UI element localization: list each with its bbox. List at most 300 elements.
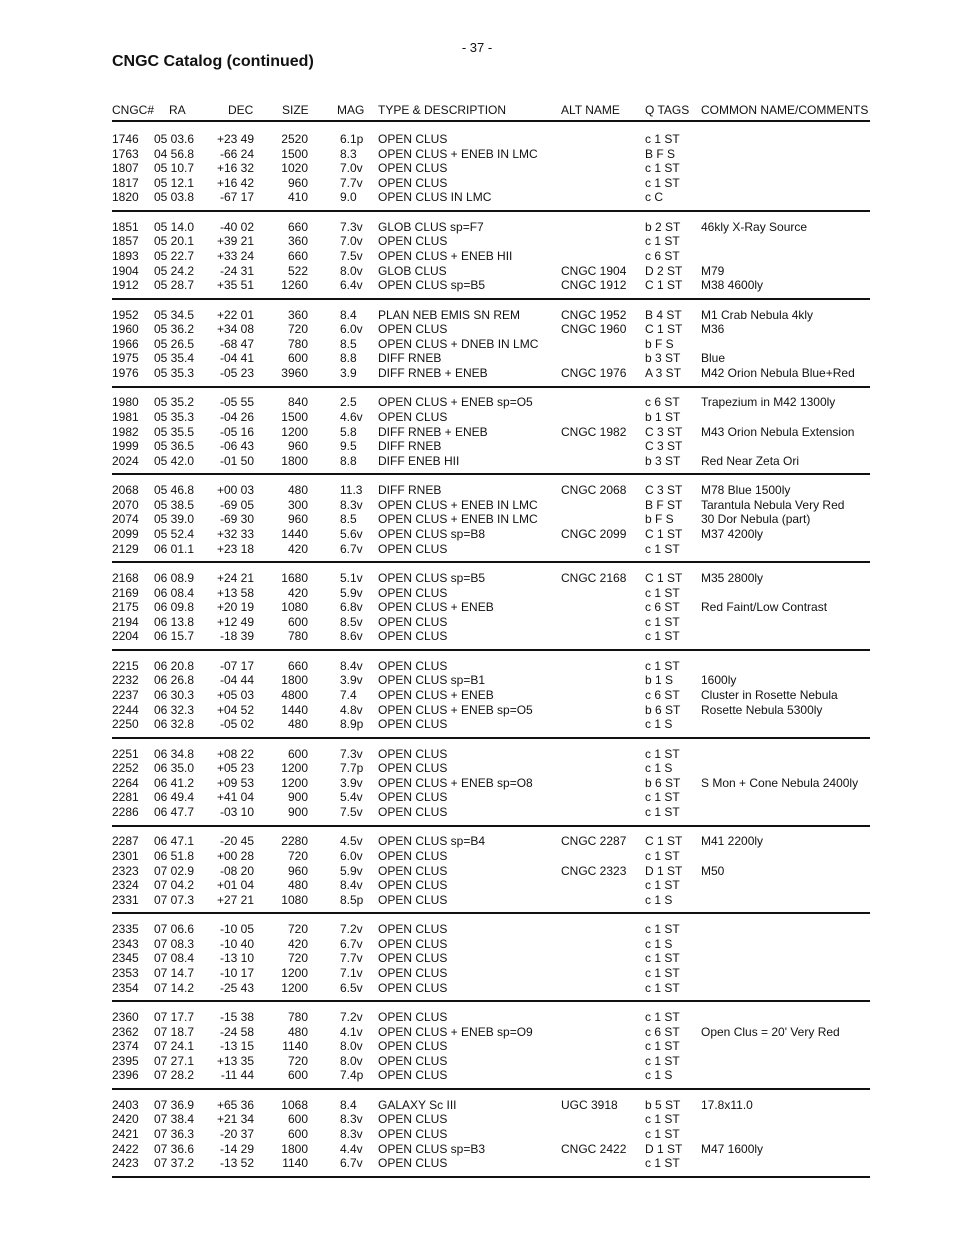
cell-type-description: DIFF RNEB — [378, 483, 442, 498]
cell-type-description: OPEN CLUS + ENEB sp=O5 — [378, 702, 533, 717]
table-row — [0, 176, 954, 191]
cell-dec: +01 04 — [216, 878, 254, 893]
cell-ra: 06 47.1 — [154, 834, 195, 849]
cell-mag: 11.3 — [340, 483, 363, 498]
cell-dec: -08 20 — [219, 863, 254, 878]
cell-dec: -06 43 — [219, 439, 254, 454]
cell-ra: 07 27.1 — [154, 1053, 195, 1068]
table-row — [0, 703, 954, 718]
cell-ra: 05 12.1 — [154, 175, 195, 190]
cell-size: 780 — [287, 629, 308, 644]
catalog-group — [0, 659, 954, 747]
table-row — [0, 278, 954, 293]
cell-q-tags: c 1 ST — [645, 878, 680, 893]
cell-type-description: OPEN CLUS + ENEB sp=O8 — [378, 775, 533, 790]
cell-alt-name: CNGC 1960 — [561, 322, 627, 337]
cell-dec: +13 58 — [216, 585, 254, 600]
group-divider — [112, 737, 870, 739]
group-divider — [112, 1088, 870, 1090]
cell-size: 480 — [287, 1024, 308, 1039]
cell-mag: 9.5 — [340, 439, 357, 454]
cell-size: 1500 — [281, 146, 308, 161]
cell-size: 960 — [287, 863, 308, 878]
cell-size: 1200 — [281, 424, 308, 439]
cell-ra: 05 03.6 — [154, 132, 195, 146]
cell-alt-name: CNGC 1912 — [561, 278, 627, 293]
cell-size: 900 — [287, 804, 308, 819]
cell-ra: 06 47.7 — [154, 804, 195, 819]
cell-mag: 3.9 — [340, 365, 357, 380]
cell-type-description: OPEN CLUS sp=B5 — [378, 571, 486, 585]
cell-ra: 06 32.3 — [154, 702, 195, 717]
cell-q-tags: c 1 S — [645, 1068, 673, 1083]
cell-ra: 05 22.7 — [154, 248, 195, 263]
cell-cngc-number: 2324 — [112, 878, 139, 893]
cell-mag: 5.6v — [340, 526, 363, 541]
cell-cngc-number: 1982 — [112, 424, 139, 439]
cell-q-tags: b 6 ST — [645, 702, 681, 717]
cell-mag: 4.5v — [340, 834, 363, 849]
cell-common-name: M47 1600ly — [701, 1141, 764, 1156]
cell-type-description: OPEN CLUS + ENEB IN LMC — [378, 146, 538, 161]
cell-type-description: OPEN CLUS — [378, 175, 448, 190]
table-row — [0, 937, 954, 952]
table-row — [0, 849, 954, 864]
cell-dec: +39 21 — [216, 234, 254, 249]
cell-size: 1200 — [281, 965, 308, 980]
table-row — [0, 688, 954, 703]
cell-size: 1440 — [281, 702, 308, 717]
cell-cngc-number: 2281 — [112, 790, 139, 805]
table-row — [0, 864, 954, 879]
cell-q-tags: c 1 ST — [645, 980, 680, 995]
cell-size: 2280 — [281, 834, 308, 849]
cell-mag: 8.8 — [340, 351, 357, 366]
cell-type-description: OPEN CLUS — [378, 1053, 448, 1068]
cell-ra: 06 49.4 — [154, 790, 195, 805]
cell-q-tags: C 3 ST — [645, 424, 683, 439]
cell-size: 1500 — [281, 409, 308, 424]
cell-alt-name: UGC 3918 — [561, 1097, 618, 1112]
cell-type-description: OPEN CLUS + ENEB sp=O9 — [378, 1024, 533, 1039]
cell-dec: -01 50 — [219, 453, 254, 468]
table-row — [0, 1010, 954, 1025]
cell-type-description: OPEN CLUS — [378, 614, 448, 629]
cell-cngc-number: 2422 — [112, 1141, 139, 1156]
header-divider — [112, 120, 870, 122]
cell-type-description: OPEN CLUS — [378, 234, 448, 249]
cell-mag: 4.6v — [340, 409, 363, 424]
cell-dec: -67 17 — [219, 190, 254, 205]
table-row — [0, 308, 954, 323]
cell-size: 900 — [287, 790, 308, 805]
cell-cngc-number: 2323 — [112, 863, 139, 878]
cell-q-tags: c 1 ST — [645, 965, 680, 980]
cell-dec: -24 58 — [219, 1024, 254, 1039]
cell-type-description: OPEN CLUS — [378, 1156, 448, 1171]
catalog-group — [0, 220, 954, 308]
cell-cngc-number: 2360 — [112, 1010, 139, 1024]
cell-q-tags: b 2 ST — [645, 219, 681, 234]
cell-ra: 07 14.2 — [154, 980, 195, 995]
cell-cngc-number: 1975 — [112, 351, 139, 366]
cell-dec: +16 32 — [216, 161, 254, 176]
cell-dec: +41 04 — [216, 790, 254, 805]
cell-dec: +33 24 — [216, 248, 254, 263]
cell-type-description: OPEN CLUS — [378, 965, 448, 980]
column-header-mag: MAG — [337, 103, 365, 117]
cell-type-description: OPEN CLUS — [378, 658, 448, 673]
cell-cngc-number: 2421 — [112, 1126, 139, 1141]
cell-dec: -04 41 — [219, 351, 254, 366]
column-header-q-tags: Q TAGS — [645, 103, 690, 117]
cell-type-description: GLOB CLUS — [378, 263, 447, 278]
column-header-type: TYPE & DESCRIPTION — [378, 103, 507, 117]
cell-common-name: Cluster in Rosette Nebula — [701, 687, 838, 702]
cell-size: 780 — [287, 336, 308, 351]
cell-dec: +12 49 — [216, 614, 254, 629]
catalog-group — [0, 1098, 954, 1186]
cell-dec: +20 19 — [216, 600, 254, 615]
cell-q-tags: b F S — [645, 336, 674, 351]
table-row — [0, 600, 954, 615]
cell-alt-name: CNGC 2323 — [561, 863, 627, 878]
cell-size: 960 — [287, 512, 308, 527]
cell-dec: +05 23 — [216, 761, 254, 776]
cell-q-tags: c 1 ST — [645, 790, 680, 805]
cell-dec: +32 33 — [216, 526, 254, 541]
cell-mag: 5.4v — [340, 790, 363, 805]
cell-size: 720 — [287, 951, 308, 966]
cell-mag: 7.5v — [340, 248, 363, 263]
cell-dec: -10 40 — [219, 936, 254, 951]
cell-ra: 07 24.1 — [154, 1039, 195, 1054]
group-divider — [112, 473, 870, 475]
cell-type-description: OPEN CLUS + ENEB — [378, 600, 494, 615]
cell-size: 600 — [287, 614, 308, 629]
cell-alt-name: CNGC 2068 — [561, 483, 627, 498]
cell-size: 660 — [287, 219, 308, 234]
cell-ra: 07 02.9 — [154, 863, 195, 878]
cell-dec: -05 02 — [219, 717, 254, 732]
cell-dec: -25 43 — [219, 980, 254, 995]
cell-ra: 05 20.1 — [154, 234, 195, 249]
table-row — [0, 1098, 954, 1113]
cell-size: 480 — [287, 878, 308, 893]
cell-size: 1800 — [281, 1141, 308, 1156]
cell-ra: 05 46.8 — [154, 483, 195, 498]
table-header — [0, 103, 954, 119]
cell-type-description: PLAN NEB EMIS SN REM — [378, 307, 521, 322]
cell-dec: -10 05 — [219, 922, 254, 937]
cell-ra: 05 34.5 — [154, 307, 195, 322]
cell-dec: +23 49 — [216, 132, 254, 146]
cell-type-description: GALAXY Sc III — [378, 1097, 457, 1112]
cell-ra: 06 35.0 — [154, 761, 195, 776]
cell-q-tags: c 1 ST — [645, 746, 680, 761]
cell-q-tags: c 1 ST — [645, 1053, 680, 1068]
cell-cngc-number: 2287 — [112, 834, 139, 849]
cell-type-description: DIFF RNEB + ENEB — [378, 365, 488, 380]
cell-common-name: M43 Orion Nebula Extension — [701, 424, 855, 439]
cell-type-description: OPEN CLUS — [378, 132, 448, 146]
cell-size: 720 — [287, 322, 308, 337]
cell-mag: 6.5v — [340, 980, 363, 995]
cell-mag: 8.6v — [340, 629, 363, 644]
table-row — [0, 410, 954, 425]
cell-size: 660 — [287, 248, 308, 263]
cell-type-description: DIFF RNEB — [378, 351, 442, 366]
group-divider — [112, 1000, 870, 1002]
cell-cngc-number: 2129 — [112, 541, 139, 556]
cell-cngc-number: 1851 — [112, 219, 139, 234]
table-row — [0, 264, 954, 279]
cell-cngc-number: 1807 — [112, 161, 139, 176]
cell-size: 660 — [287, 658, 308, 673]
cell-mag: 7.7p — [340, 761, 364, 776]
cell-common-name: Red Near Zeta Ori — [701, 453, 800, 468]
cell-q-tags: c C — [645, 190, 663, 205]
cell-dec: +23 18 — [216, 541, 254, 556]
cell-size: 600 — [287, 351, 308, 366]
cell-type-description: OPEN CLUS — [378, 863, 448, 878]
cell-cngc-number: 1893 — [112, 248, 139, 263]
table-row — [0, 571, 954, 586]
cell-q-tags: c 6 ST — [645, 687, 680, 702]
cell-ra: 07 28.2 — [154, 1068, 195, 1083]
group-divider — [112, 825, 870, 827]
cell-dec: -69 05 — [219, 497, 254, 512]
cell-type-description: OPEN CLUS — [378, 629, 448, 644]
cell-size: 600 — [287, 746, 308, 761]
cell-q-tags: c 1 ST — [645, 1112, 680, 1127]
cell-dec: +08 22 — [216, 746, 254, 761]
cell-type-description: OPEN CLUS — [378, 878, 448, 893]
cell-ra: 05 35.2 — [154, 395, 195, 410]
cell-q-tags: c 1 ST — [645, 234, 680, 249]
cell-dec: -05 16 — [219, 424, 254, 439]
cell-type-description: OPEN CLUS + ENEB sp=O5 — [378, 395, 533, 410]
cell-common-name: M1 Crab Nebula 4kly — [701, 307, 814, 322]
cell-mag: 7.0v — [340, 234, 363, 249]
cell-mag: 7.2v — [340, 1010, 363, 1024]
cell-ra: 06 09.8 — [154, 600, 195, 615]
cell-q-tags: B F S — [645, 146, 676, 161]
table-row — [0, 586, 954, 601]
cell-mag: 7.3v — [340, 219, 363, 234]
cell-cngc-number: 1952 — [112, 307, 139, 322]
cell-q-tags: c 1 ST — [645, 175, 680, 190]
table-row — [0, 966, 954, 981]
cell-q-tags: c 1 ST — [645, 132, 680, 146]
cell-q-tags: c 1 ST — [645, 922, 680, 937]
cell-size: 720 — [287, 1053, 308, 1068]
cell-cngc-number: 2423 — [112, 1156, 139, 1171]
cell-type-description: OPEN CLUS — [378, 951, 448, 966]
cell-q-tags: b 1 ST — [645, 409, 681, 424]
cell-size: 720 — [287, 848, 308, 863]
table-row — [0, 1112, 954, 1127]
catalog-group — [0, 571, 954, 659]
cell-type-description: OPEN CLUS + ENEB HII — [378, 248, 513, 263]
table-row — [0, 337, 954, 352]
cell-cngc-number: 1857 — [112, 234, 139, 249]
cell-cngc-number: 2252 — [112, 761, 139, 776]
cell-size: 600 — [287, 1068, 308, 1083]
table-row — [0, 1142, 954, 1157]
cell-dec: -13 15 — [219, 1039, 254, 1054]
cell-ra: 07 36.3 — [154, 1126, 195, 1141]
cell-dec: -20 37 — [219, 1126, 254, 1141]
cell-cngc-number: 2264 — [112, 775, 139, 790]
cell-type-description: DIFF RNEB — [378, 439, 442, 454]
cell-dec: +00 03 — [216, 483, 254, 498]
cell-common-name: S Mon + Cone Nebula 2400ly — [701, 775, 859, 790]
cell-dec: -13 10 — [219, 951, 254, 966]
cell-mag: 6.0v — [340, 322, 363, 337]
cell-size: 3960 — [281, 365, 308, 380]
cell-ra: 05 52.4 — [154, 526, 195, 541]
cell-cngc-number: 2194 — [112, 614, 139, 629]
cell-common-name: 1600ly — [701, 673, 737, 688]
catalog-group — [0, 747, 954, 835]
cell-cngc-number: 2244 — [112, 702, 139, 717]
cell-size: 522 — [287, 263, 308, 278]
table-row — [0, 454, 954, 469]
cell-cngc-number: 2395 — [112, 1053, 139, 1068]
cell-dec: -13 52 — [219, 1156, 254, 1171]
cell-cngc-number: 1763 — [112, 146, 139, 161]
cell-mag: 5.9v — [340, 585, 363, 600]
table-row — [0, 922, 954, 937]
cell-ra: 05 03.8 — [154, 190, 195, 205]
cell-common-name: M36 — [701, 322, 725, 337]
cell-q-tags: c 1 ST — [645, 541, 680, 556]
cell-cngc-number: 2343 — [112, 936, 139, 951]
cell-cngc-number: 2024 — [112, 453, 139, 468]
cell-mag: 6.8v — [340, 600, 363, 615]
cell-alt-name: CNGC 1976 — [561, 365, 627, 380]
catalog-group — [0, 922, 954, 1010]
cell-q-tags: b F S — [645, 512, 674, 527]
table-row — [0, 190, 954, 205]
cell-q-tags: c 1 ST — [645, 614, 680, 629]
cell-dec: +05 03 — [216, 687, 254, 702]
cell-dec: -04 44 — [219, 673, 254, 688]
cell-cngc-number: 1820 — [112, 190, 139, 205]
cell-dec: -11 44 — [220, 1068, 254, 1083]
cell-type-description: OPEN CLUS IN LMC — [378, 190, 492, 205]
cell-size: 840 — [287, 395, 308, 410]
cell-ra: 06 08.4 — [154, 585, 195, 600]
cell-dec: -69 30 — [219, 512, 254, 527]
table-row — [0, 878, 954, 893]
table-row — [0, 1127, 954, 1142]
cell-dec: -05 23 — [219, 365, 254, 380]
cell-ra: 07 38.4 — [154, 1112, 195, 1127]
cell-type-description: OPEN CLUS — [378, 585, 448, 600]
cell-common-name: 30 Dor Nebula (part) — [701, 512, 811, 527]
cell-q-tags: B 4 ST — [645, 307, 682, 322]
cell-alt-name: CNGC 2422 — [561, 1141, 627, 1156]
cell-mag: 7.0v — [340, 161, 363, 176]
table-row — [0, 717, 954, 732]
cell-common-name: Trapezium in M42 1300ly — [701, 395, 836, 410]
cell-cngc-number: 2353 — [112, 965, 139, 980]
cell-ra: 07 08.4 — [154, 951, 195, 966]
cell-dec: -04 26 — [219, 409, 254, 424]
table-row — [0, 1025, 954, 1040]
cell-cngc-number: 2420 — [112, 1112, 139, 1127]
cell-q-tags: c 1 S — [645, 761, 673, 776]
table-row — [0, 893, 954, 908]
cell-dec: -24 31 — [219, 263, 254, 278]
cell-q-tags: C 1 ST — [645, 834, 683, 849]
cell-q-tags: b 6 ST — [645, 775, 681, 790]
table-row — [0, 1068, 954, 1083]
cell-mag: 6.7v — [340, 541, 363, 556]
cell-cngc-number: 2301 — [112, 848, 139, 863]
cell-dec: -10 17 — [219, 965, 254, 980]
cell-q-tags: c 1 ST — [645, 848, 680, 863]
cell-size: 1800 — [281, 453, 308, 468]
cell-ra: 07 07.3 — [154, 892, 195, 907]
cell-size: 1200 — [281, 761, 308, 776]
cell-size: 960 — [287, 439, 308, 454]
cell-mag: 3.9v — [340, 775, 363, 790]
cell-size: 1020 — [281, 161, 308, 176]
cell-mag: 4.4v — [340, 1141, 363, 1156]
cell-type-description: OPEN CLUS — [378, 1126, 448, 1141]
cell-q-tags: C 1 ST — [645, 571, 683, 585]
table-row — [0, 629, 954, 644]
table-row — [0, 147, 954, 162]
table-row — [0, 951, 954, 966]
cell-type-description: OPEN CLUS — [378, 161, 448, 176]
cell-mag: 5.8 — [340, 424, 357, 439]
cell-ra: 05 24.2 — [154, 263, 195, 278]
page-title: CNGC Catalog (continued) — [112, 53, 314, 70]
cell-common-name: 46kly X-Ray Source — [701, 219, 808, 234]
cell-ra: 05 36.5 — [154, 439, 195, 454]
cell-type-description: OPEN CLUS — [378, 761, 448, 776]
cell-mag: 5.9v — [340, 863, 363, 878]
cell-q-tags: D 2 ST — [645, 263, 683, 278]
cell-mag: 8.9p — [340, 717, 364, 732]
cell-mag: 7.1v — [340, 965, 363, 980]
cell-ra: 06 15.7 — [154, 629, 195, 644]
cell-type-description: OPEN CLUS — [378, 1039, 448, 1054]
cell-q-tags: c 1 ST — [645, 1010, 680, 1024]
cell-mag: 8.0v — [340, 1053, 363, 1068]
cell-ra: 06 51.8 — [154, 848, 195, 863]
cell-size: 420 — [287, 585, 308, 600]
cell-size: 1440 — [281, 526, 308, 541]
cell-type-description: OPEN CLUS + DNEB IN LMC — [378, 336, 539, 351]
cell-type-description: OPEN CLUS — [378, 746, 448, 761]
cell-common-name: M42 Orion Nebula Blue+Red — [701, 365, 855, 380]
cell-ra: 07 36.9 — [154, 1097, 195, 1112]
cell-mag: 6.7v — [340, 936, 363, 951]
cell-mag: 7.4p — [340, 1068, 364, 1083]
cell-q-tags: b 3 ST — [645, 453, 681, 468]
column-header-dec: DEC — [228, 103, 254, 117]
cell-mag: 8.5v — [340, 614, 363, 629]
cell-mag: 6.0v — [340, 848, 363, 863]
table-row — [0, 776, 954, 791]
cell-q-tags: B F ST — [645, 497, 683, 512]
cell-dec: +21 34 — [216, 1112, 254, 1127]
